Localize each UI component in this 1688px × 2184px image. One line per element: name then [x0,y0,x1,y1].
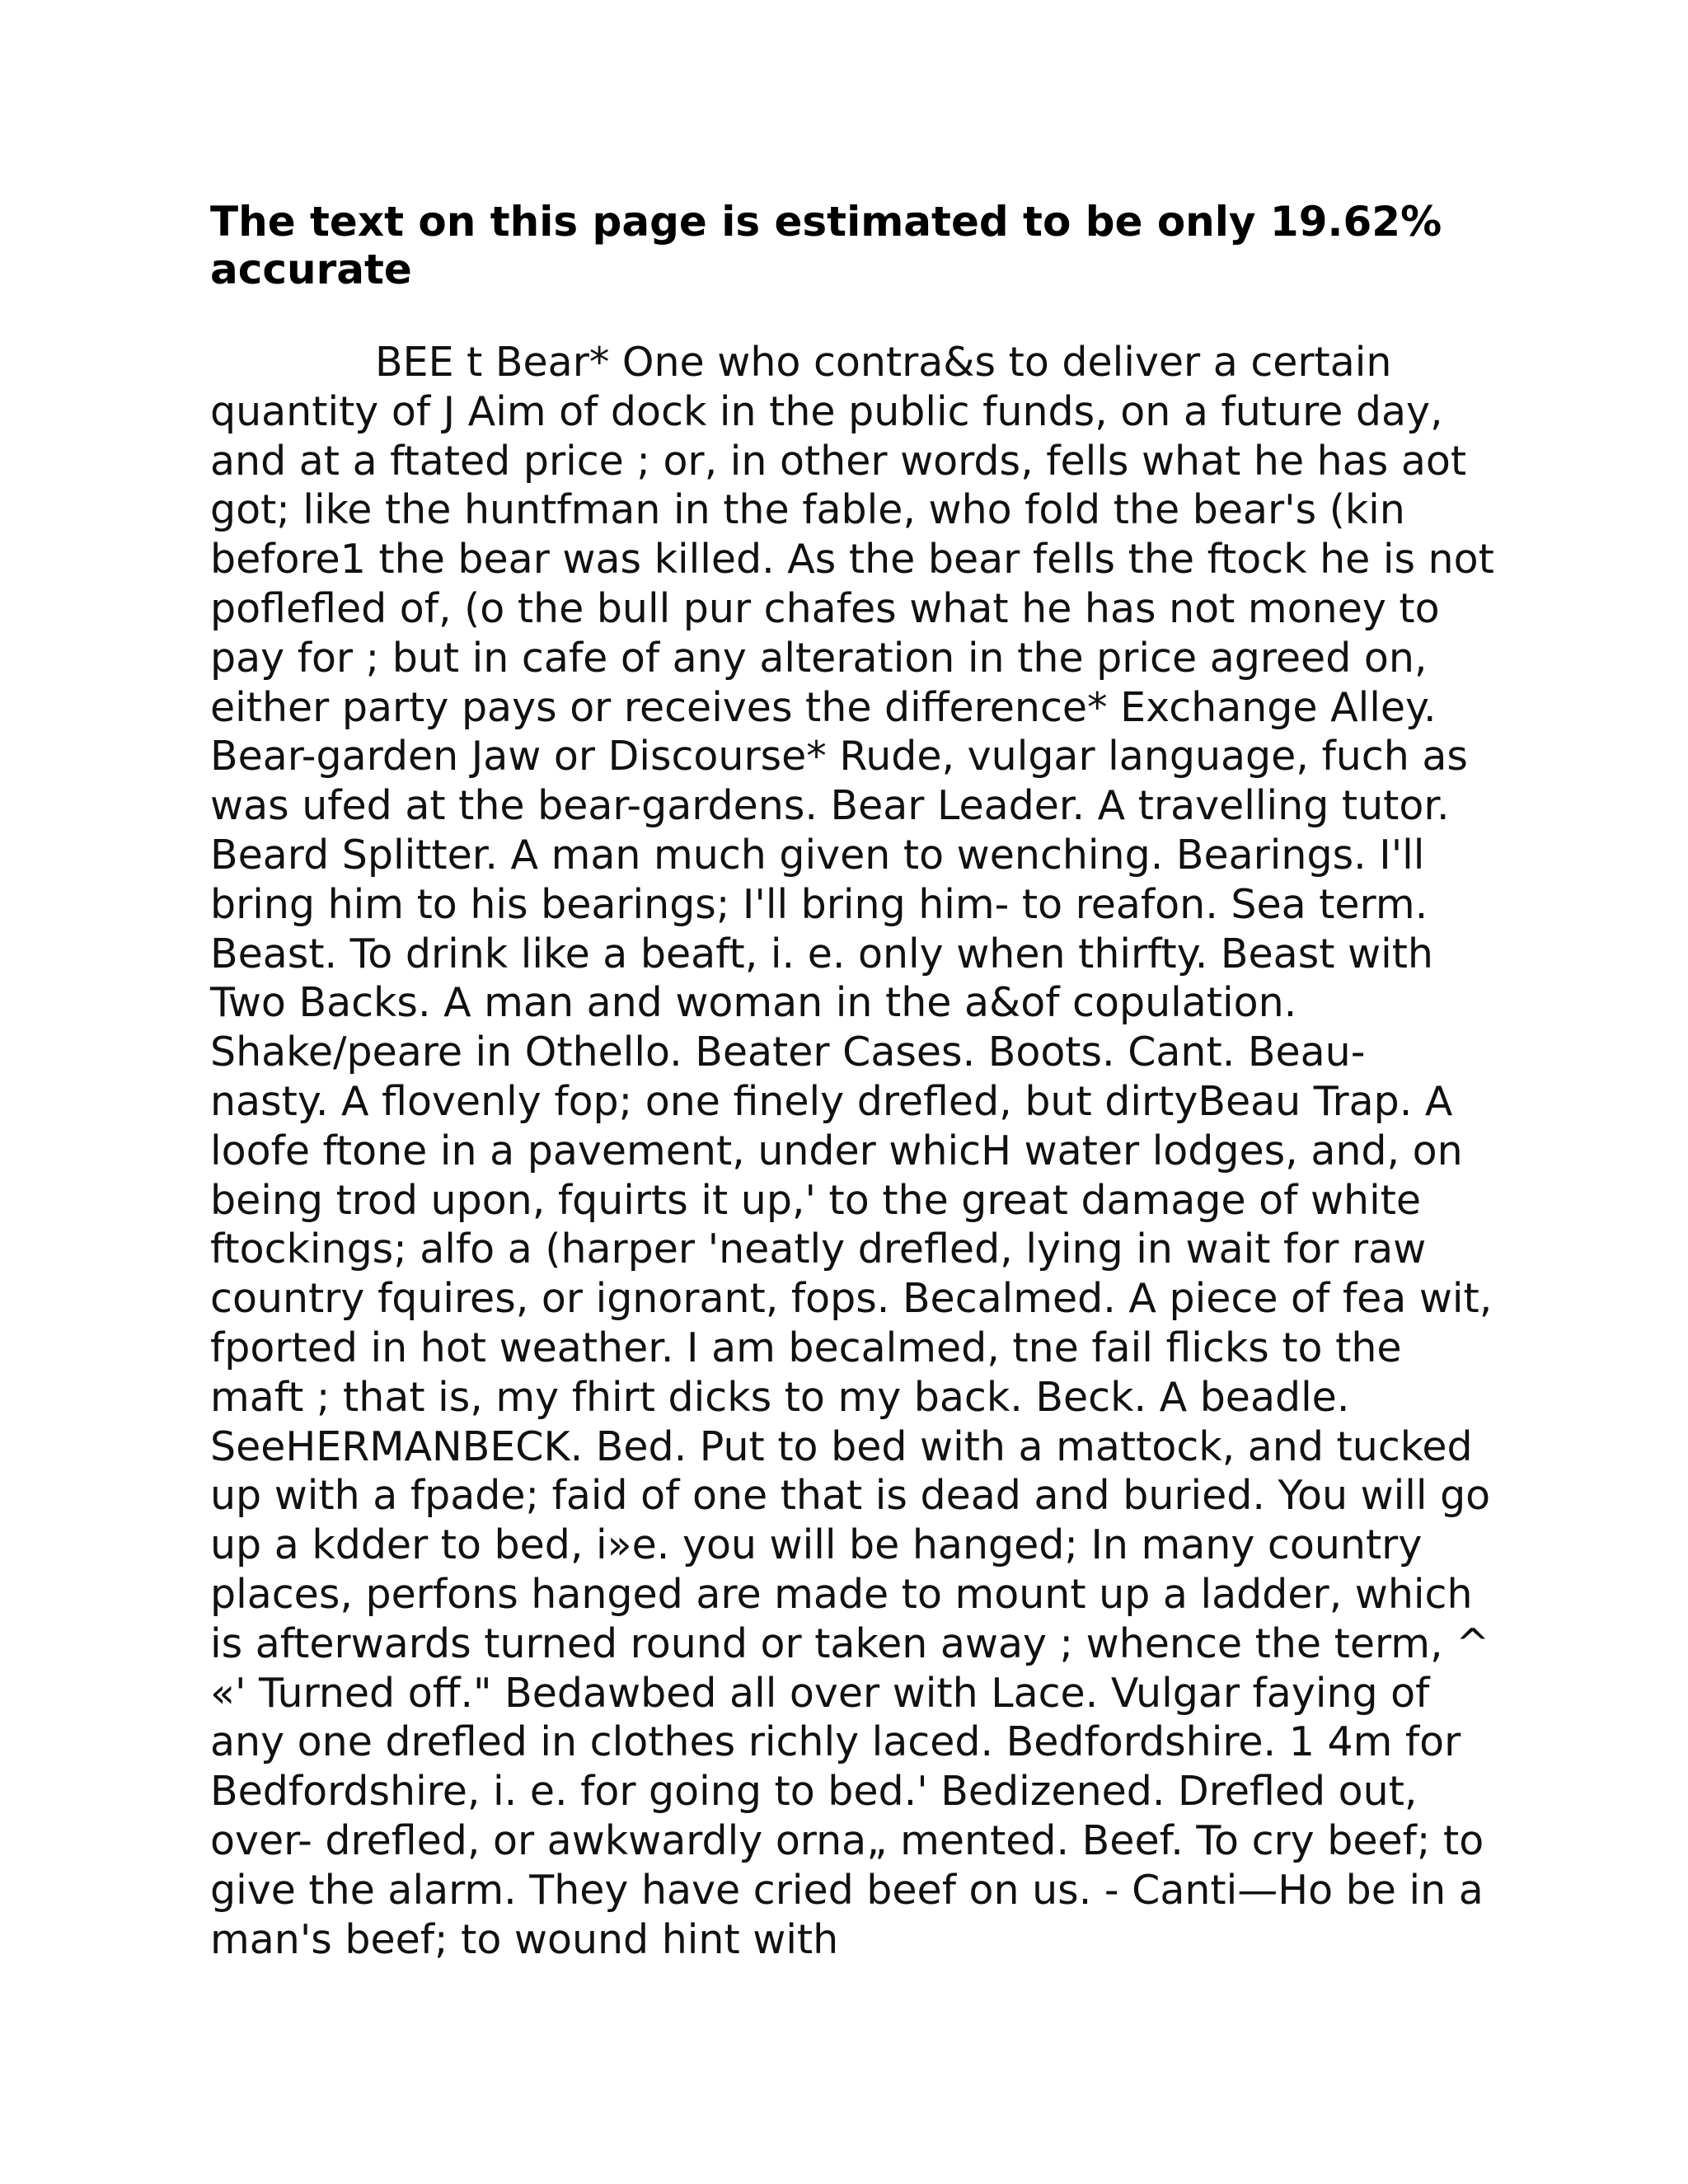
ocr-body-text: BEE t Bear* One who contra&s to deliver a certain quantity of J Aim of dock in the public funds, on a future day, and at a ftated price ; or, in other words, fells what he has aot got; like the huntfman in the fable, who fold the bear's (kin before1 the bear was killed. As the bear fells the ftock he is not poflefled of, (o the bull pur chafes what he has not money to pay for ; but in cafe of any alteration in the price agreed on, either party pays or receives the difference* Exchange Alley. Bear-garden Jaw or Discourse* Rude, vulgar language, fuch as was ufed at the bear-gardens. Bear Leader. A travelling tutor. Beard Splitter. A man much given to wenching. Bearings. I'll bring him to his bearings; I'll bring him- to reafon. Sea term. Beast. To drink like a beaft, i. e. only when thirfty. Beast with Two Backs. A man and woman in the a&of copulation. Shake/peare in Othello. Beater Cases. Boots. Cant. Beau- nasty. A flovenly fop; one finely drefled, but dirtyBeau Trap. A loofe ftone in a pavement, under whicH water lodges, and, on being trod upon, fquirts it up,' to the great damage of white ftockings; alfo a (harper 'neatly drefled, lying in wait for raw country fquires, or ignorant, fops. Becalmed. A piece of fea wit, fported in hot weather. I am becalmed, tne fail flicks to the maft ; that is, my fhirt dicks to my back. Beck. A beadle. SeeHERMANBECK. Bed. Put to bed with a mattock, and tucked up with a fpade; faid of one that is dead and buried. You will go up a kdder to bed, i»e. you will be hanged; In many country places, perfons hanged are made to mount up a ladder, which is afterwards turned round or taken away ; whence the term, ^ «' Turned off." Bedawbed all over with Lace. Vulgar faying of any one drefled in clothes richly laced. Bedfordshire. 1 4m for Bedfordshire, i. e. for going to bed.' Bedizened. Drefled out, over- drefled, or awkwardly orna„ mented. Beef. To cry beef; to give the alarm. They have cried beef on us. - Canti—Ho be in a man's beef; to wound hint with [210,339,1494,1963]
accuracy-heading: The text on this page is estimated to be only 19.62% accurate [210,198,1442,293]
